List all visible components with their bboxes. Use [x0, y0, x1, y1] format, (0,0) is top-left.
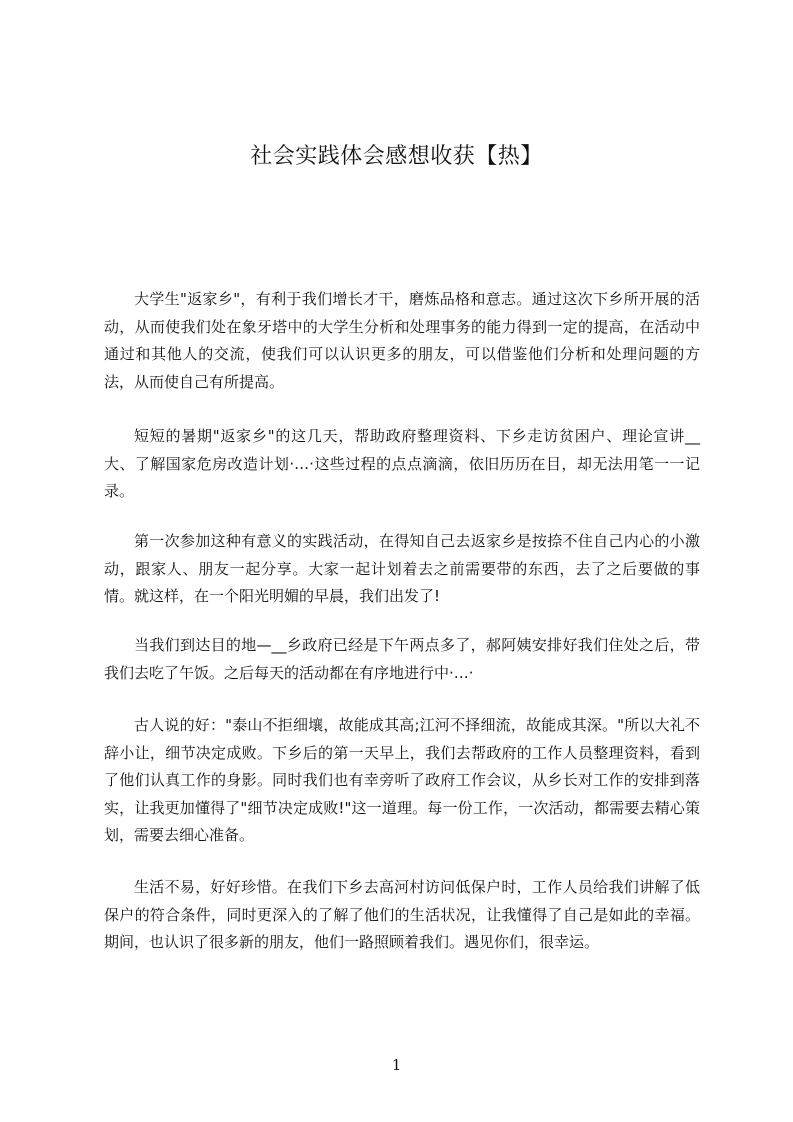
paragraph-3: 第一次参加这种有意义的实践活动，在得知自己去返家乡是按捺不住自己内心的小激动，跟家人、朋友一起分享。大家一起计划着去之前需要带的东西，去了之后要做的事情。就这样，在一个阳光明媚的早晨，我们出发了! [104, 532, 700, 605]
paragraph-5: 古人说的好："泰山不拒细壤，故能成其高;江河不择细流，故能成其深。"所以大礼不辞小让，细节决定成败。下乡后的第一天早上，我们去帮政府的工作人员整理资料，看到了他们认真工作的身影。同时我们也有幸旁听了政府工作会议，从乡长对工作的安排到落实，让我更加懂得了"细节决定成败!"这一道理。每一份工作，一次活动，都需要去精心策划，需要去细心准备。 [104, 716, 700, 844]
paragraph-6: 生活不易，好好珍惜。在我们下乡去高河村访问低保户时，工作人员给我们讲解了低保户的符合条件，同时更深入的了解了他们的生活状况，让我懂得了自己是如此的幸福。期间，也认识了很多新的朋友，他们一路照顾着我们。遇见你们，很幸运。 [104, 878, 700, 951]
paragraph-4: 当我们到达目的地—__乡政府已经是下午两点多了，郝阿姨安排好我们住处之后，带我们去吃了午饭。之后每天的活动都在有序地进行中·…· [104, 636, 700, 682]
page-number: 1 [391, 1056, 402, 1074]
paragraph-2: 短短的暑期"返家乡"的这几天，帮助政府整理资料、下乡走访贫困户、理论宣讲__大、了解国家危房改造计划·…·这些过程的点点滴滴，依旧历历在目，却无法用笔一一记录。 [104, 427, 700, 500]
document-title: 社会实践体会感想收获【热】 [250, 144, 543, 169]
paragraph-1: 大学生"返家乡"，有利于我们增长才干，磨炼品格和意志。通过这次下乡所开展的活动，从而使我们处在象牙塔中的大学生分析和处理事务的能力得到一定的提高，在活动中通过和其他人的交流，使我们可以认识更多的朋友，可以借鉴他们分析和处理问题的方法，从而使自己有所提高。 [104, 290, 700, 391]
